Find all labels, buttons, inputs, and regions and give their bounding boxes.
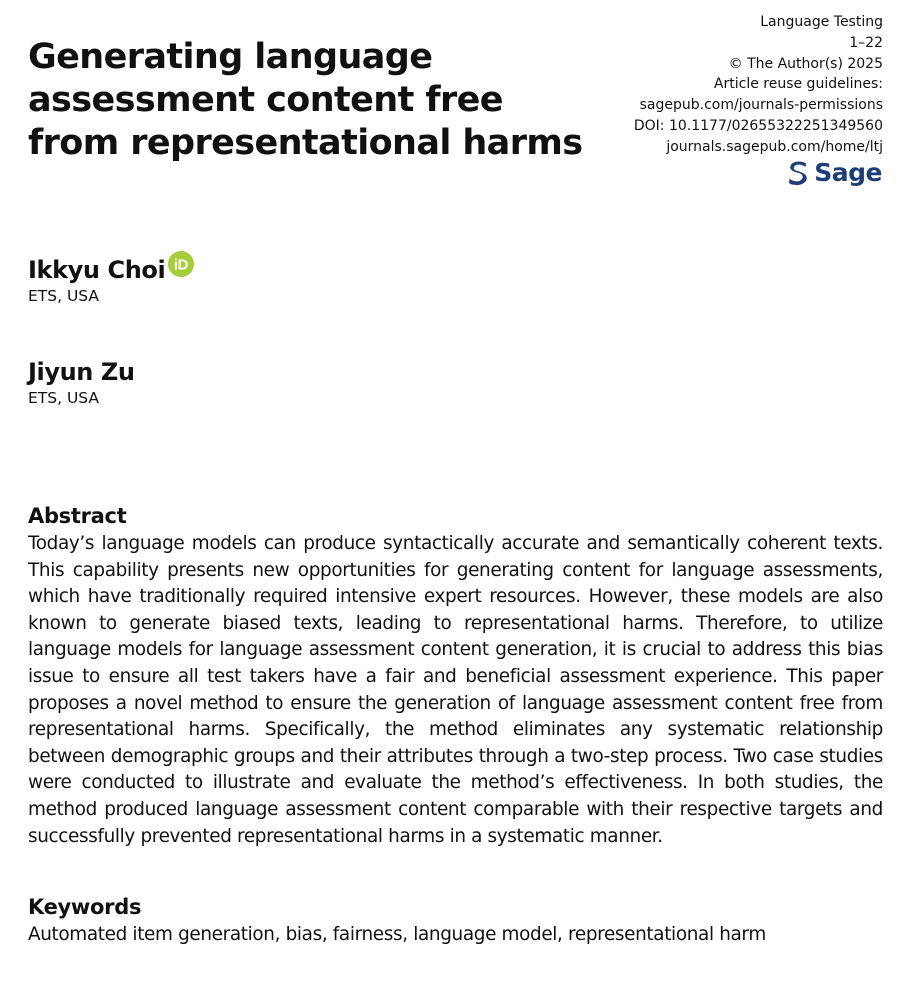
title-line: assessment content free bbox=[28, 80, 503, 120]
title-line: from representational harms bbox=[28, 123, 583, 163]
author-affiliation: ETS, USA bbox=[28, 389, 100, 407]
reuse-label: Article reuse guidelines: bbox=[713, 76, 883, 93]
journal-name: Language Testing bbox=[760, 14, 883, 30]
sage-logo bbox=[787, 158, 882, 187]
author-affiliation: ETS, USA bbox=[28, 287, 100, 305]
sage-wordmark: Sage bbox=[814, 158, 882, 187]
doi[interactable]: DOI: 10.1177/02655322251349560 bbox=[633, 117, 883, 134]
keywords-heading: Keywords bbox=[28, 895, 142, 919]
journal-link[interactable]: journals.sagepub.com/home/ltj bbox=[666, 138, 883, 155]
abstract-text: Today’s language models can produce syntactically accurate and semantically coherent texts. This capability presents new opportunities for generating content for language assessments, which have traditionally required intensive expert resources. However, these models are also known to generate biased texts, leading to representational harms. Therefore, to utilize language models for language assessment content generation, it is crucial to address this bias issue to ensure all test takers have a fair and beneficial assessment experience. This paper proposes a novel method to ensure the generation of language assessment content free from representational harms. Specifically, the method eliminates any systematic relationship between demographic groups and their attributes through a two-step process. Two case studies were conducted to illustrate and evaluate the method’s effectiveness. In both studies, the method produced language assessment content comparable with their respective targets and successfully prevented representational harms in a systematic manner. bbox=[28, 533, 883, 847]
sage-s-icon bbox=[787, 160, 809, 186]
orcid-icon[interactable] bbox=[167, 250, 195, 278]
abstract-heading: Abstract bbox=[28, 504, 127, 528]
author-block bbox=[28, 358, 135, 408]
page-range: 1–22 bbox=[849, 34, 883, 51]
title-line: Generating language bbox=[28, 37, 433, 77]
copyright: © The Author(s) 2025 bbox=[728, 55, 883, 72]
author-name bbox=[28, 358, 135, 386]
author-name-text: Ikkyu Choi bbox=[28, 256, 166, 284]
article-title bbox=[28, 36, 588, 165]
author-name bbox=[28, 256, 195, 284]
journal-meta bbox=[634, 12, 883, 158]
reuse-link[interactable]: sagepub.com/journals-permissions bbox=[639, 97, 883, 114]
keywords-text: Automated item generation, bias, fairness, language model, representational harm bbox=[28, 924, 766, 945]
author-block bbox=[28, 256, 195, 306]
author-name-text: Jiyun Zu bbox=[28, 358, 135, 386]
orcid-label: iD bbox=[174, 256, 189, 274]
